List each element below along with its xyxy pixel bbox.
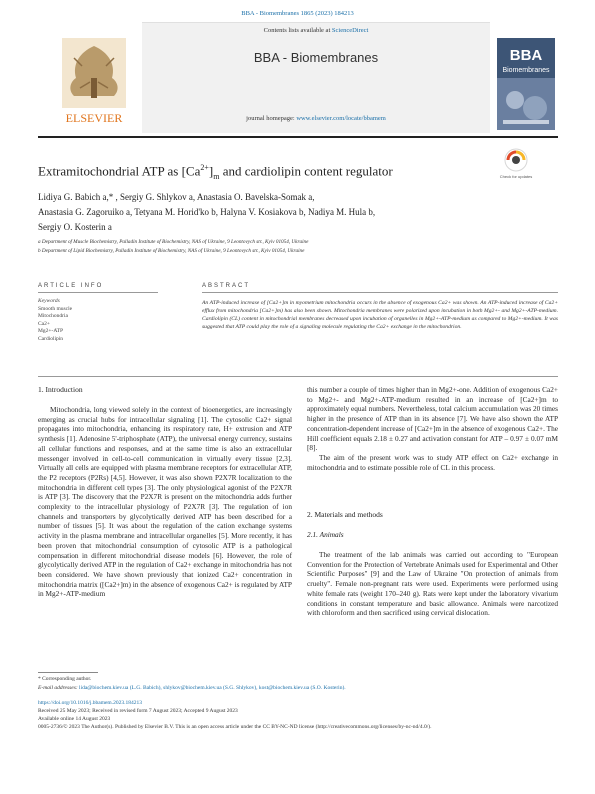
doi-url[interactable]: https://doi.org/10.1016/j.bbamem.2023.184213 <box>38 700 142 706</box>
email-links[interactable]: lida@biochem.kiev.ua (L.G. Babich), shlykov@biochem.kiev.ua (S.G. Shlykov), kost@biochem.kiev.ua (S.O. Kosterin). <box>79 685 346 691</box>
left-column <box>38 405 292 599</box>
affiliation-a: a Department of Muscle Biochemistry, Palladin Institute of Biochemistry, NAS of Ukraine, 9 Leontovych str., Kyiv 01054, Ukraine <box>38 239 309 245</box>
homepage-prefix: journal homepage: <box>246 115 295 122</box>
elsevier-logo <box>50 38 138 130</box>
email-label: E-mail addresses: <box>38 685 78 691</box>
header-rule <box>38 136 558 138</box>
footnote-emails <box>38 685 558 693</box>
aim-paragraph: The aim of the present work was to study ATP effect on Ca2+ exchange in mitochondria and to estimate possible role of CL in this process. <box>307 452 558 472</box>
journal-cover <box>497 38 555 130</box>
sciencedirect-link[interactable]: ScienceDirect <box>331 27 369 34</box>
keyword-item: Smooth muscle <box>38 305 73 312</box>
title-superscript: 2+ <box>200 163 209 172</box>
journal-name: BBA - Biomembranes <box>253 50 379 65</box>
footnote-corresponding: * Corresponding author. <box>38 676 92 682</box>
authors-line-3: Sergiy O. Kosterin a <box>38 222 112 232</box>
available-online: Available online 14 August 2023 <box>38 716 111 722</box>
check-updates-label: Check for updates <box>499 174 533 179</box>
abstract-rule <box>202 292 558 293</box>
abstract-bottom-rule <box>38 376 558 377</box>
journal-citation-link[interactable]: BBA - Biomembranes 1865 (2023) 184213 <box>241 10 354 17</box>
section-heading-materials: 2. Materials and methods <box>307 510 383 519</box>
authors-line-2: Anastasia G. Zagoruiko a, Tetyana M. Horid'ko b, Halyna V. Kosiakova b, Nadiya M. Hula b, <box>38 207 376 217</box>
cover-subtitle: Biomembranes <box>502 67 550 74</box>
cover-title: BBA <box>509 47 543 64</box>
contents-line <box>142 27 490 34</box>
article-info-label: ARTICLE INFO <box>38 283 104 289</box>
affiliation-b: b Department of Lipid Biochemistry, Palladin Institute of Biochemistry, NAS of Ukraine, 9 Leontovych str., Kyiv 01054, Ukraine <box>38 248 305 254</box>
title-bracket: ] <box>208 163 214 179</box>
abstract-text: An ATP-induced increase of [Ca2+]m in myometrium mitochondria occurs in the absence of exogenous Ca2+ was shown. An ATP-induced increase of Ca2+ efflux from mitochondria [Ca2+]m) has also been shown. Mitochondria membranes were polarized upon incubation in both Mg2+- and Mg2+-ATP-medium. Cardiolipin (CL) content in mitochondrial membranes decreased upon incubation of organelles in Mg2+-ATP-medium as compared to Mg2+-medium. It was suggested that ATP could play the role of a signaling molecule regulating the Ca2+ exchange in the mitochondrion. <box>202 300 558 330</box>
elsevier-wordmark: ELSEVIER <box>65 111 123 125</box>
keyword-item: Mg2+-ATP <box>38 328 64 334</box>
authors-line-1: Lidiya G. Babich a,* , Sergiy G. Shlykov a, Anastasia O. Bavelska-Somak a, <box>38 192 315 202</box>
section-heading-introduction: 1. Introduction <box>38 385 83 394</box>
keyword-item: Ca2+ <box>38 320 50 327</box>
intro-paragraph-cont: this number a couple of times higher than in Mg2+-one. Addition of exogenous Ca2+ to Mg2+- and Mg2+-ATP-medium resulted in an increase of [Ca2+]m to approximately equal numbers. Nevertheless, total calcium accumulation was 20 times higher in the presence of ATP than in its absence [7]. We have also shown the ATP concentration-dependent increase of [Ca2+]m in the absence of exogenous Ca2+. The Hill coefficient equals 2.18 ± 0.27 and activation constant for ATP – 0.97 ± 0.07 mM [8]. <box>307 385 558 453</box>
article-title <box>38 163 488 181</box>
doi-link[interactable] <box>38 700 558 708</box>
homepage-line <box>142 115 490 122</box>
section-heading-animals: 2.1. Animals <box>307 530 344 539</box>
check-for-updates-badge[interactable] <box>499 148 533 182</box>
journal-header-box <box>142 22 490 133</box>
homepage-link[interactable]: www.elsevier.com/locate/bbamem <box>296 115 386 122</box>
title-subscript: m <box>213 171 220 181</box>
animals-paragraph: The treatment of the lab animals was carried out according to "European Convention for the Protection of Vertebrate Animals used for Experimental and Other Scientific Purposes" [9] and the Law of Ukraine "On protection of animals from cruelty". Female non-pregnant rats were used. Experiments were performed using white female rats (weight 170–240 g). Rats were kept under the laboratory vivarium conditions in constant temperature and basic allowance. Animals were narcotized with chloroform and then sacrificed using cervical dislocation. <box>307 550 558 618</box>
contents-prefix: Contents lists available at <box>263 27 331 34</box>
footnote-rule <box>38 672 98 673</box>
keyword-item: Mitochondria <box>38 313 68 319</box>
title-part: Extramitochondrial ATP as [Ca <box>38 163 201 179</box>
keywords-block <box>38 298 158 343</box>
right-column <box>307 385 558 472</box>
license-statement: 0005-2736/© 2023 The Author(s). Published by Elsevier B.V. This is an open access article under the CC BY-NC-ND license (http://creativecommons.org/licenses/by-nc-nd/4.0/). <box>38 724 432 730</box>
received-dates: Received 25 May 2023; Received in revised form 7 August 2023; Accepted 9 August 2023 <box>38 708 238 714</box>
keyword-item: Cardiolipin <box>38 335 64 342</box>
abstract-label: ABSTRACT <box>202 283 251 289</box>
title-rest: and cardiolipin content regulator <box>219 163 393 179</box>
article-info-rule <box>38 292 158 293</box>
keywords-label: Keywords <box>38 298 60 304</box>
animals-column <box>307 550 558 618</box>
intro-paragraph: Mitochondria, long viewed solely in the context of bioenergetics, are increasingly emerging as crucial hubs for intracellular signaling [1]. The cytosolic Ca2+ signal propagates into mitochondria, enhancing its respiratory rate, H+ extrusion and ATP synthesis [1]. Adenosine 5'-triphosphate (ATP), the universal energy currency, sustains all cellular functions and responses, and at the same time is also an extracellular messenger involved in cell-to-cell communication in virtually every tissue [2,3]. Virtually all cells are equipped with plasma membrane receptors for extracellular ATP, the P2 receptors (P2Rs) [4,5]. However, it was also shown P2X7R localization to the mitochondria in different cell types [3]. The only physiological agonist of the P2X7R is ATP [3]. The discovery that the P2X7R is present on the mitochondria adds further complexity to the intracellular physiology of P2X7R [3]. The regulation of ion channels and transporters by glycolytically derived ATP has been described for a number of tissues [5]. It was about the regulation of the cation exchange systems activity in the plasma membrane and intracellular organelles [5]. More recently, it has been proven that mitochondrial consumption of cytosolic ATP is a pathological compensation in different mitochondrial disease models [6]. However, the role of glycolytically derived ATP in the regulation of Ca2+ exchange in mitochondria has not been considered. We have shown previously that ionized Ca2+ concentration in mitochondria matrix ([Ca2+]m) in the absence of exogenous Ca2+ is regulated by ATP in Mg2+-ATP-medium <box>38 405 292 599</box>
author-list <box>38 190 558 235</box>
